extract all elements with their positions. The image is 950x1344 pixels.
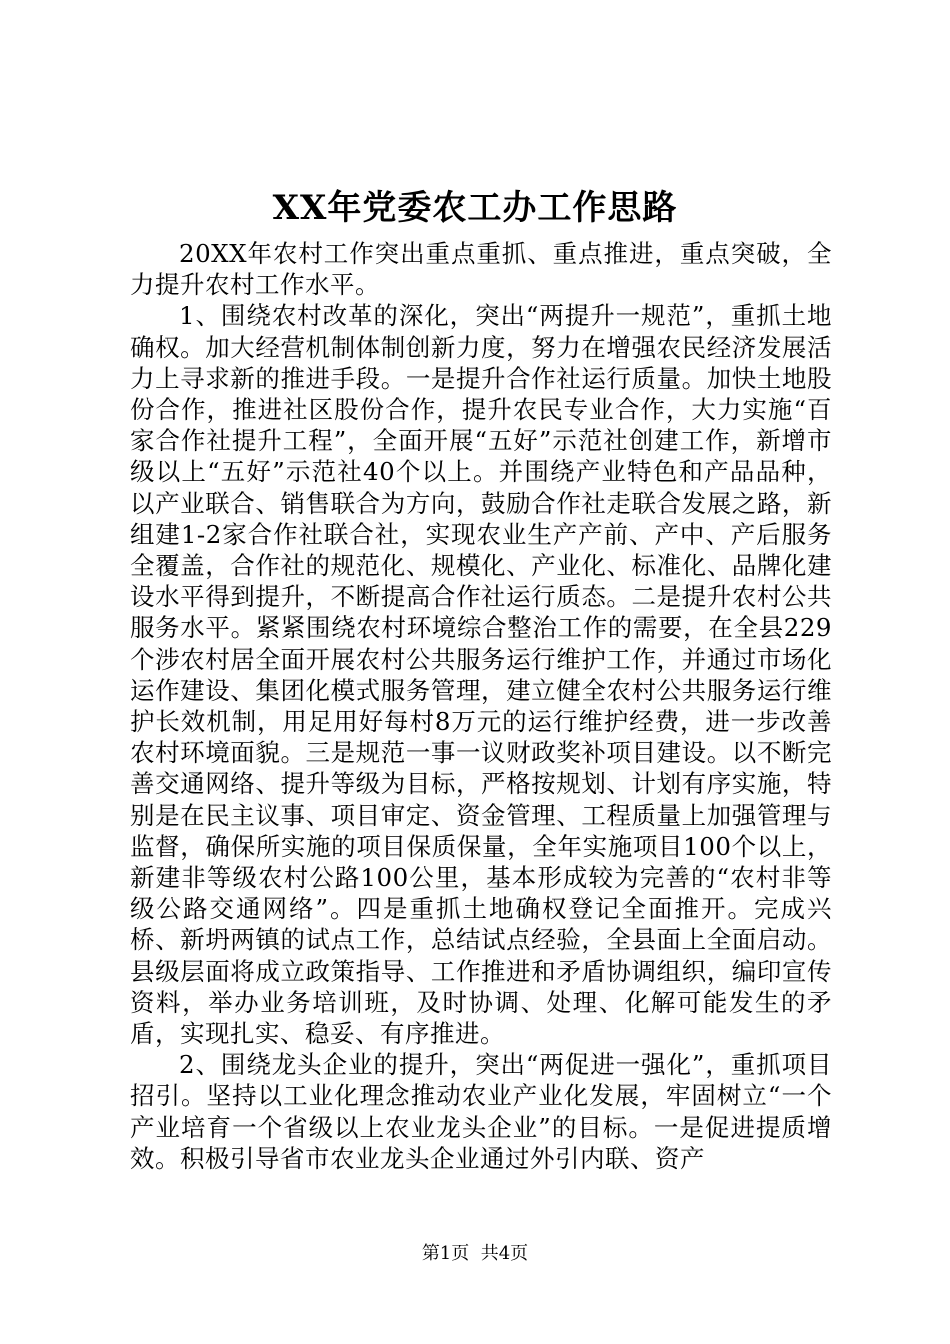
page-footer: 第1页 共4页 bbox=[421, 1243, 529, 1264]
document-body bbox=[130, 238, 832, 1174]
paragraph: 1、围绕农村改革的深化，突出“两提升一规范”，重抓土地确权。加大经营机制体制创新力度，努力在增强农民经济发展活力上寻求新的推进手段。一是提升合作社运行质量。加快土地股份合作，推进社区股份合作，提升农民专业合作，大力实施“百家合作社提升工程”，全面开展“五好”示范社创建工作，新增市级以上“五好”示范社40个以上。并围绕产业特色和产品品种，以产业联合、销售联合为方向，鼓励合作社走联合发展之路，新组建1-2家合作社联合社，实现农业生产产前、产中、产后服务全覆盖，合作社的规范化、规模化、产业化、标准化、品牌化建设水平得到提升，不断提高合作社运行质态。二是提升农村公共服务水平。紧紧围绕农村环境综合整治工作的需要，在全县229个涉农村居全面开展农村公共服务运行维护工作，并通过市场化运作建设、集团化模式服务管理，建立健全农村公共服务运行维护长效机制，用足用好每村8万元的运行维护经费，进一步改善农村环境面貌。三是规范一事一议财政奖补项目建设。以不断完善交通网络、提升等级为目标，严格按规划、计划有序实施，特别是在民主议事、项目审定、资金管理、工程质量上加强管理与监督，确保所实施的项目保质保量，全年实施项目100个以上，新建非等级农村公路100公里，基本形成较为完善的“农村非等级公路交通网络”。四是重抓土地确权登记全面推开。完成兴桥、新坍两镇的试点工作，总结试点经验，全县面上全面启动。县级层面将成立政策指导、工作推进和矛盾协调组织，编印宣传资料，举办业务培训班，及时协调、处理、化解可能发生的矛盾，实现扎实、稳妥、有序推进。 bbox=[130, 301, 832, 1049]
document-title: XX年党委农工办工作思路 bbox=[272, 188, 678, 228]
paragraph: 2、围绕龙头企业的提升，突出“两促进一强化”，重抓项目招引。坚持以工业化理念推动农业产业化发展，牢固树立“一个产业培育一个省级以上农业龙头企业”的目标。一是促进提质增效。积极引导省市农业龙头企业通过外引内联、资产 bbox=[130, 1050, 832, 1173]
paragraph: 20XX年农村工作突出重点重抓、重点推进，重点突破，全力提升农村工作水平。 bbox=[130, 239, 832, 300]
